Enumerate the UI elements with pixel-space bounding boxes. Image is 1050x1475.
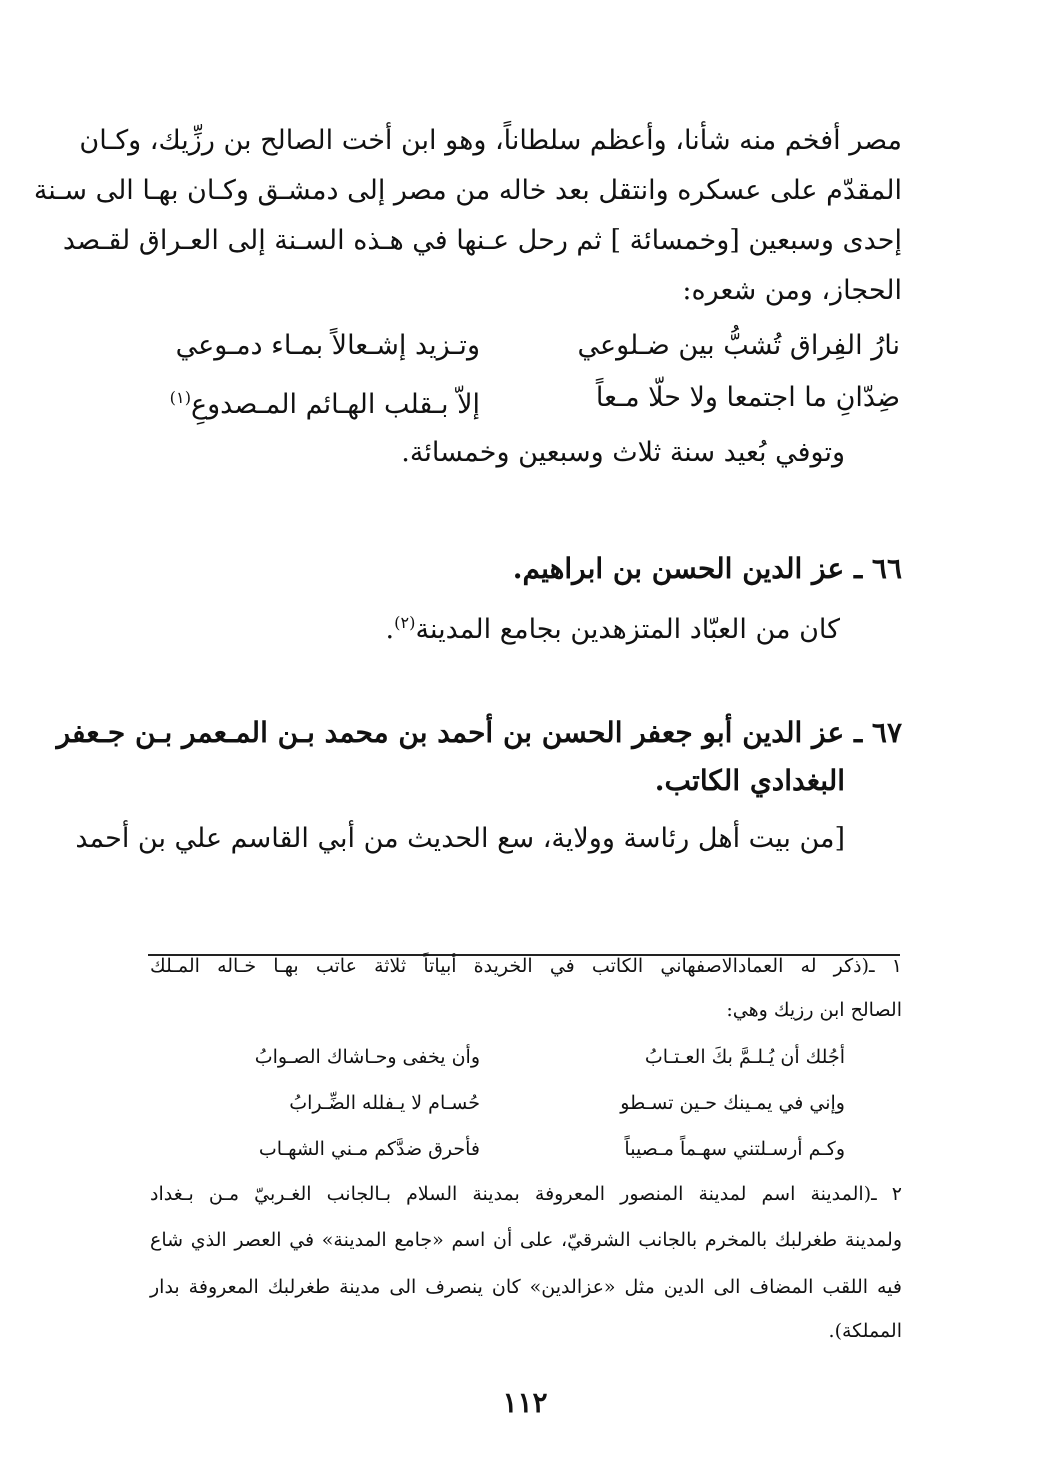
entry-66-title: ٦٦ ـ عز الدين الحسن بن ابراهيم. (512, 552, 902, 585)
footnote-2-line-4: المملكة). (828, 1320, 902, 1342)
death-date-line: وتوفي بُعيد سنة ثلاث وسبعين وخمسائة. (401, 437, 845, 468)
footnote-verse-3-first: وكـم أرسـلتني سهـماً مـصيباً (624, 1138, 845, 1160)
verse-1-first-hemistich: نارُ الفِراق تُشبُّ بين ضـلوعي (577, 330, 900, 361)
footnote-2-line-2: ولمدينة طغرلبك بالمخرم بالجانب الشرقيّ، على أن اسم «جامع المدينة» في العصر الذي شاع (150, 1229, 902, 1251)
verse-2-first-hemistich: ضِدّانِ ما اجتمعا ولا حلّا مـعاً (595, 382, 900, 413)
footnote-2-line-3: فيه اللقب المضاف الى الدين مثل «عزالدين» كان ينصرف الى مدينة طغرلبك المعروفة بدار (150, 1276, 902, 1298)
verse-2-second-text: إلاّ بـقلب الهـائم المـصدوعِ (191, 389, 480, 420)
footnote-verse-1-second: وأن يخفى وحـاشاك الصـوابُ (254, 1046, 480, 1068)
body-line-2: المقدّم على عسكره وانتقل بعد خاله من مصر إلى دمشـق وكـان بهـا الى سـنة (33, 175, 902, 206)
entry-67-text: [من بيت أهل رئاسة وولاية، سع الحديث من أبي القاسم علي بن أحمد (75, 823, 845, 854)
verse-2-second-hemistich (170, 378, 480, 425)
body-line-1: مصر أفخم منه شأنا، وأعظم سلطاناً، وهو ابن أخت الصالح بن رزِّيك، وكـان (79, 125, 902, 156)
footnote-2-line-1: ٢ ـ(المدينة اسم لمدينة المنصور المعروفة بمدينة السلام بـالجانب الغـربيّ مـن بـغداد (150, 1183, 902, 1205)
body-line-3: إحدى وسبعين [وخمسائة ] ثم رحل عـنها في هـذه السـنة إلى العـراق لقـصد (62, 225, 902, 256)
footnote-1-line-2: الصالح ابن رزيك وهي: (726, 999, 902, 1021)
body-line-4: الحجاز، ومن شعره: (682, 275, 902, 306)
page-number: ١١٢ (502, 1386, 548, 1419)
footnote-ref-2: (٢) (394, 613, 416, 632)
footnote-verse-1-first: أجُلك أن يُـلـمَّ بكَ العـتـابُ (644, 1046, 845, 1068)
entry-66-text-end: . (385, 614, 395, 645)
footnote-ref-1: (١) (169, 388, 192, 407)
footnote-verse-2-second: حُسـام لا يـفلله الضِّـرابُ (289, 1092, 480, 1114)
entry-66-text-body: كان من العبّاد المتزهدين بجامع المدينة (415, 614, 840, 645)
footnote-verse-3-second: فأحرق ضدَّكم مـني الشهـاب (258, 1138, 480, 1160)
entry-67-title-line-2: البغدادي الكاتب. (654, 764, 845, 797)
footnote-verse-2-first: وإني في يمـينك حـين تسـطو (620, 1092, 845, 1114)
verse-1-second-hemistich: وتـزيد إشـعالاً بمـاء دمـوعي (175, 330, 480, 361)
entry-66-text (386, 603, 840, 651)
entry-67-title-line-1: ٦٧ ـ عز الدين أبو جعفر الحسن بن أحمد بن محمد بـن المـعمر بـن جـعفر (56, 716, 902, 749)
footnote-1-line-1: ١ ـ(ذكر له العمادالاصفهاني الكاتب في الخريدة أبياتاً ثلاثة عاتب بهـا خـاله المـلك (150, 955, 902, 977)
